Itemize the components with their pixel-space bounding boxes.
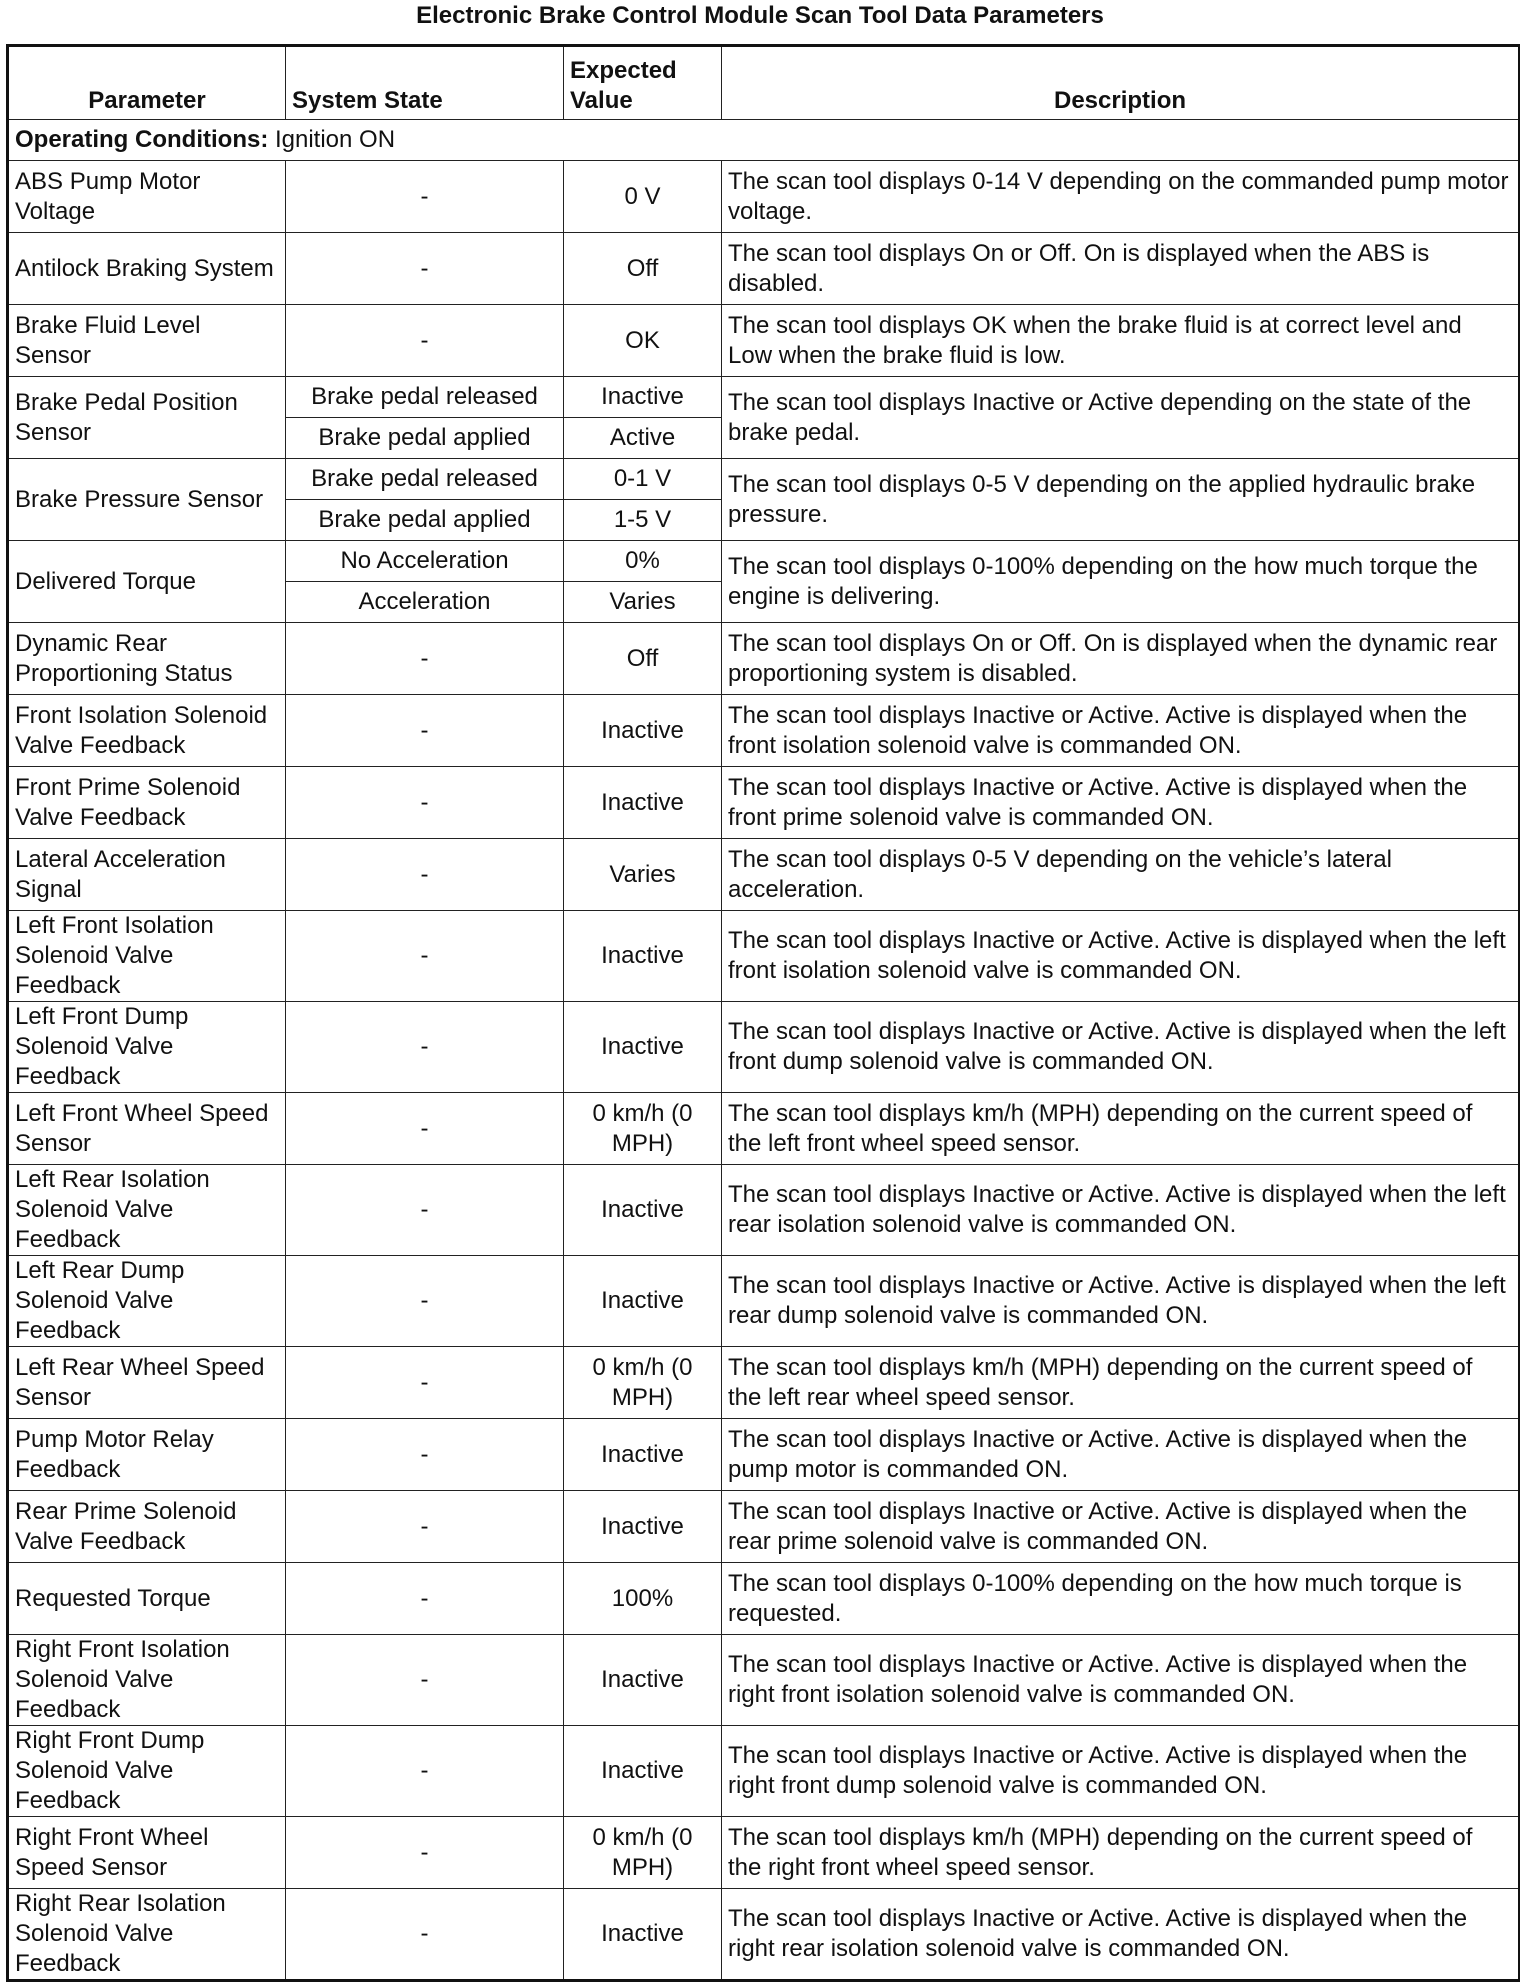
table-row (8, 1817, 1520, 1889)
system-state-cell: Brake pedal applied (286, 418, 564, 459)
expected-value-cell: Active (564, 418, 722, 459)
parameter-cell: Pump Motor Relay Feedback (8, 1419, 286, 1491)
header-description: Description (722, 46, 1520, 120)
expected-value-cell: Inactive (564, 1256, 722, 1347)
header-row (8, 46, 1520, 120)
system-state-cell: - (286, 839, 564, 911)
system-state-cell: - (286, 161, 564, 233)
table-row (8, 767, 1520, 839)
system-state-cell: Brake pedal released (286, 377, 564, 418)
system-state-cell: Acceleration (286, 582, 564, 623)
expected-value-cell: Off (564, 233, 722, 305)
expected-value-cell: Inactive (564, 377, 722, 418)
parameter-cell: Front Prime Solenoid Valve Feedback (8, 767, 286, 839)
description-cell: The scan tool displays km/h (MPH) depending on the current speed of the left rear wheel speed sensor. (722, 1347, 1520, 1419)
table-row (8, 305, 1520, 377)
table-row (8, 1419, 1520, 1491)
parameter-cell: Lateral Acceleration Signal (8, 839, 286, 911)
header-expected-line2: Value (570, 87, 633, 114)
table-row (8, 1002, 1520, 1093)
description-cell: The scan tool displays 0-100% depending on the how much torque the engine is delivering. (722, 541, 1520, 623)
parameter-cell: Right Front Wheel Speed Sensor (8, 1817, 286, 1889)
header-system-state: System State (286, 46, 564, 120)
description-cell: The scan tool displays 0-14 V depending on the commanded pump motor voltage. (722, 161, 1520, 233)
description-cell: The scan tool displays On or Off. On is displayed when the ABS is disabled. (722, 233, 1520, 305)
parameter-cell: Brake Fluid Level Sensor (8, 305, 286, 377)
expected-value-cell: 0 km/h (0 MPH) (564, 1093, 722, 1165)
description-cell: The scan tool displays Inactive or Active. Active is displayed when the left front isolation solenoid valve is commanded ON. (722, 911, 1520, 1002)
description-cell: The scan tool displays Inactive or Active. Active is displayed when the rear prime solenoid valve is commanded ON. (722, 1491, 1520, 1563)
table-row (8, 1347, 1520, 1419)
table-row (8, 623, 1520, 695)
table-row (8, 377, 1520, 418)
system-state-cell: - (286, 1635, 564, 1726)
description-cell: The scan tool displays km/h (MPH) depending on the current speed of the right front wheel speed sensor. (722, 1817, 1520, 1889)
parameter-cell: Right Rear Isolation Solenoid Valve Feedback (8, 1889, 286, 1981)
system-state-cell: - (286, 1093, 564, 1165)
table-row (8, 459, 1520, 500)
expected-value-cell: OK (564, 305, 722, 377)
expected-value-cell: Inactive (564, 1491, 722, 1563)
parameter-cell: Right Front Dump Solenoid Valve Feedback (8, 1726, 286, 1817)
system-state-cell: - (286, 1165, 564, 1256)
description-cell: The scan tool displays Inactive or Active. Active is displayed when the right rear isolation solenoid valve is commanded ON. (722, 1889, 1520, 1981)
expected-value-cell: Inactive (564, 695, 722, 767)
parameter-cell: Brake Pedal Position Sensor (8, 377, 286, 459)
expected-value-cell: Off (564, 623, 722, 695)
expected-value-cell: Inactive (564, 911, 722, 1002)
scan-tool-data-table (6, 44, 1520, 1982)
expected-value-cell: Inactive (564, 1002, 722, 1093)
description-cell: The scan tool displays Inactive or Active. Active is displayed when the right front isolation solenoid valve is commanded ON. (722, 1635, 1520, 1726)
table-row (8, 1093, 1520, 1165)
table-row (8, 1726, 1520, 1817)
expected-value-cell: Inactive (564, 1165, 722, 1256)
parameter-cell: Left Rear Wheel Speed Sensor (8, 1347, 286, 1419)
description-cell: The scan tool displays OK when the brake fluid is at correct level and Low when the brake fluid is low. (722, 305, 1520, 377)
parameter-cell: Brake Pressure Sensor (8, 459, 286, 541)
expected-value-cell: 0% (564, 541, 722, 582)
expected-value-cell: Varies (564, 839, 722, 911)
operating-conditions-value: Ignition ON (268, 126, 396, 153)
expected-value-cell: 100% (564, 1563, 722, 1635)
table-row (8, 1635, 1520, 1726)
description-cell: The scan tool displays 0-100% depending on the how much torque is requested. (722, 1563, 1520, 1635)
parameter-cell: Front Isolation Solenoid Valve Feedback (8, 695, 286, 767)
description-cell: The scan tool displays Inactive or Active. Active is displayed when the left front dump solenoid valve is commanded ON. (722, 1002, 1520, 1093)
system-state-cell: - (286, 1726, 564, 1817)
table-row (8, 233, 1520, 305)
operating-conditions-cell (8, 120, 1520, 161)
system-state-cell: - (286, 1419, 564, 1491)
expected-value-cell: Inactive (564, 1726, 722, 1817)
table-row (8, 911, 1520, 1002)
expected-value-cell: Inactive (564, 1635, 722, 1726)
table-row (8, 1889, 1520, 1981)
system-state-cell: Brake pedal applied (286, 500, 564, 541)
expected-value-cell: 0 V (564, 161, 722, 233)
page-title: Electronic Brake Control Module Scan Tool Data Parameters (416, 2, 1104, 29)
description-cell: The scan tool displays Inactive or Active depending on the state of the brake pedal. (722, 377, 1520, 459)
description-cell: The scan tool displays Inactive or Active. Active is displayed when the right front dump solenoid valve is commanded ON. (722, 1726, 1520, 1817)
expected-value-cell: 1-5 V (564, 500, 722, 541)
description-cell: The scan tool displays Inactive or Active. Active is displayed when the front isolation solenoid valve is commanded ON. (722, 695, 1520, 767)
parameter-cell: Left Rear Dump Solenoid Valve Feedback (8, 1256, 286, 1347)
parameter-cell: Rear Prime Solenoid Valve Feedback (8, 1491, 286, 1563)
system-state-cell: - (286, 1889, 564, 1981)
system-state-cell: - (286, 1563, 564, 1635)
header-expected-line1: Expected (570, 57, 677, 84)
parameter-cell: Requested Torque (8, 1563, 286, 1635)
system-state-cell: No Acceleration (286, 541, 564, 582)
expected-value-cell: Inactive (564, 767, 722, 839)
system-state-cell: - (286, 623, 564, 695)
parameter-cell: Right Front Isolation Solenoid Valve Feedback (8, 1635, 286, 1726)
system-state-cell: - (286, 911, 564, 1002)
system-state-cell: Brake pedal released (286, 459, 564, 500)
table-row (8, 1256, 1520, 1347)
expected-value-cell: Varies (564, 582, 722, 623)
table-row (8, 1563, 1520, 1635)
table-row (8, 1165, 1520, 1256)
description-cell: The scan tool displays On or Off. On is displayed when the dynamic rear proportioning system is disabled. (722, 623, 1520, 695)
parameter-cell: Left Front Dump Solenoid Valve Feedback (8, 1002, 286, 1093)
system-state-cell: - (286, 767, 564, 839)
system-state-cell: - (286, 1347, 564, 1419)
table-row (8, 541, 1520, 582)
table-row (8, 695, 1520, 767)
expected-value-cell: 0-1 V (564, 459, 722, 500)
table-body (8, 120, 1520, 1981)
header-expected-value (564, 46, 722, 120)
description-cell: The scan tool displays Inactive or Active. Active is displayed when the pump motor is commanded ON. (722, 1419, 1520, 1491)
header-parameter: Parameter (8, 46, 286, 120)
expected-value-cell: 0 km/h (0 MPH) (564, 1817, 722, 1889)
system-state-cell: - (286, 233, 564, 305)
expected-value-cell: Inactive (564, 1889, 722, 1981)
description-cell: The scan tool displays Inactive or Active. Active is displayed when the left rear dump solenoid valve is commanded ON. (722, 1256, 1520, 1347)
table-row (8, 161, 1520, 233)
expected-value-cell: 0 km/h (0 MPH) (564, 1347, 722, 1419)
system-state-cell: - (286, 1491, 564, 1563)
operating-conditions-row (8, 120, 1520, 161)
description-cell: The scan tool displays 0-5 V depending on the vehicle’s lateral acceleration. (722, 839, 1520, 911)
system-state-cell: - (286, 1817, 564, 1889)
system-state-cell: - (286, 1002, 564, 1093)
table-row (8, 839, 1520, 911)
table-row (8, 1491, 1520, 1563)
parameter-cell: ABS Pump Motor Voltage (8, 161, 286, 233)
parameter-cell: Dynamic Rear Proportioning Status (8, 623, 286, 695)
description-cell: The scan tool displays Inactive or Active. Active is displayed when the front prime solenoid valve is commanded ON. (722, 767, 1520, 839)
parameter-cell: Left Rear Isolation Solenoid Valve Feedback (8, 1165, 286, 1256)
system-state-cell: - (286, 695, 564, 767)
system-state-cell: - (286, 1256, 564, 1347)
system-state-cell: - (286, 305, 564, 377)
parameter-cell: Left Front Isolation Solenoid Valve Feedback (8, 911, 286, 1002)
description-cell: The scan tool displays Inactive or Active. Active is displayed when the left rear isolation solenoid valve is commanded ON. (722, 1165, 1520, 1256)
description-cell: The scan tool displays 0-5 V depending on the applied hydraulic brake pressure. (722, 459, 1520, 541)
expected-value-cell: Inactive (564, 1419, 722, 1491)
operating-conditions-label: Operating Conditions: (15, 126, 269, 153)
parameter-cell: Left Front Wheel Speed Sensor (8, 1093, 286, 1165)
parameter-cell: Antilock Braking System (8, 233, 286, 305)
parameter-cell: Delivered Torque (8, 541, 286, 623)
description-cell: The scan tool displays km/h (MPH) depending on the current speed of the left front wheel speed sensor. (722, 1093, 1520, 1165)
